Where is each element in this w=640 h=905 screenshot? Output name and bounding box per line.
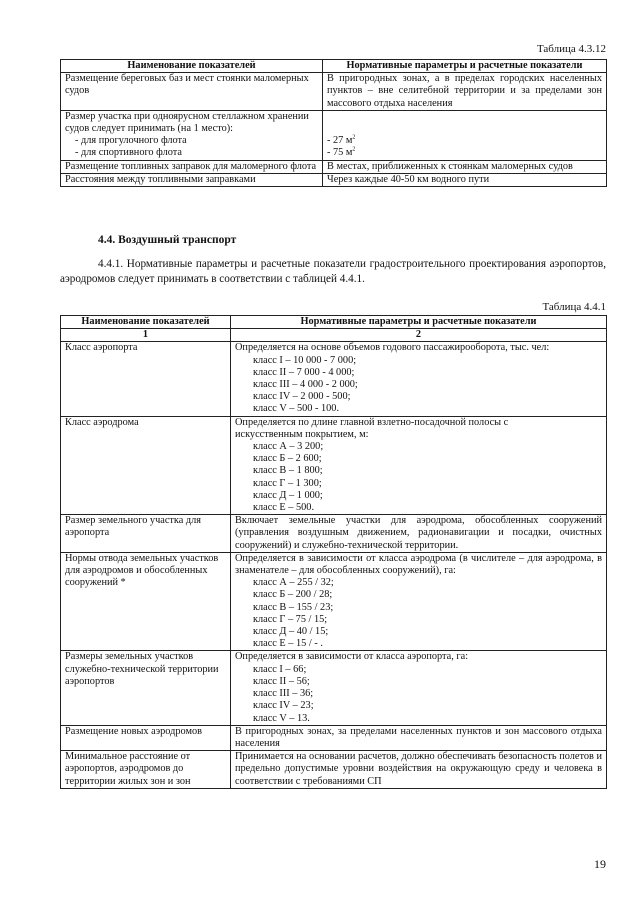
row-value: Через каждые 40-50 км водного пути xyxy=(323,173,607,186)
row-value: Определяется по длине главной взлетно-посадочной полосы с искусственным покрытием, м: класс А – 3 200; класс Б – 2 600; класс В – 1 800; класс Г – 1 300; класс Д – 1 000; класс Е – 500. xyxy=(231,416,607,515)
row-value: Принимается на основании расчетов, должно обеспечивать безопасность полетов и предельно допустимые уровни воздействия на окружающую среду и человека в соответствии с требованиями СП xyxy=(231,751,607,789)
row-name: Класс аэродрома xyxy=(61,416,231,515)
table-row xyxy=(61,73,607,111)
row-name: Минимальное расстояние от аэропортов, аэродромов до территории жилых зон и зон xyxy=(61,751,231,789)
table-row xyxy=(61,173,607,186)
column-number: 2 xyxy=(231,329,607,342)
table-row xyxy=(61,751,607,789)
column-number: 1 xyxy=(61,329,231,342)
table-caption-4-4-1: Таблица 4.4.1 xyxy=(542,301,606,313)
row-value: Определяется на основе объемов годового пассажирооборота, тыс. чел: класс I – 10 000 - 7 000; класс II – 7 000 - 4 000; класс III – 4 000 - 2 000; класс IV – 2 000 - 500; класс V – 500 - 100. xyxy=(231,342,607,416)
header-params: Нормативные параметры и расчетные показатели xyxy=(323,60,607,73)
table-row xyxy=(61,342,607,416)
row-value: Определяется в зависимости от класса аэродрома (в числителе – для аэродрома, в знаменателе – для обособленных сооружений), га: класс А – 255 / 32; класс Б – 200 / 28; класс В – 155 / 23; класс Г – 75 / 15; класс Д – 40 / 15; класс Е – 15 / - . xyxy=(231,552,607,651)
header-names: Наименование показателей xyxy=(61,60,323,73)
table-4-4-1 xyxy=(60,315,607,789)
table-row xyxy=(61,651,607,725)
row-name: Класс аэропорта xyxy=(61,342,231,416)
row-value: - 27 $м^2$ - 75 $м^2$ xyxy=(323,110,607,160)
column-number-row xyxy=(61,329,607,342)
row-name: Размер земельного участка для аэропорта xyxy=(61,515,231,553)
table-row xyxy=(61,725,607,750)
table-4-3-12 xyxy=(60,59,607,187)
table-row xyxy=(61,552,607,651)
row-value: Включает земельные участки для аэродрома, обособленных сооружений (управления воздушным движением, радионавигации и посадки, очистных сооружений) и служебно-технической территории. xyxy=(231,515,607,553)
table-row xyxy=(61,515,607,553)
row-name: Размер участка при одноярусном стеллажном хранении судов следует принимать (на 1 место): - для прогулочного флота - для спортивного флота xyxy=(61,110,323,160)
page-number: 19 xyxy=(594,857,606,871)
table-row xyxy=(61,160,607,173)
row-name: Нормы отвода земельных участков для аэродромов и обособленных сооружений * xyxy=(61,552,231,651)
row-name: Расстояния между топливными заправками xyxy=(61,173,323,186)
row-name: Размещение новых аэродромов xyxy=(61,725,231,750)
row-name: Размещение береговых баз и мест стоянки маломерных судов xyxy=(61,73,323,111)
row-name: Размеры земельных участков служебно-технической территории аэропортов xyxy=(61,651,231,725)
table-row xyxy=(61,110,607,160)
table-row xyxy=(61,416,607,515)
header-names: Наименование показателей xyxy=(61,316,231,329)
row-name: Размещение топливных заправок для маломерного флота xyxy=(61,160,323,173)
table-header-row xyxy=(61,60,607,73)
section-title: 4.4. Воздушный транспорт xyxy=(98,234,237,246)
header-params: Нормативные параметры и расчетные показатели xyxy=(231,316,607,329)
section-paragraph: 4.4.1. Нормативные параметры и расчетные показатели градостроительного проектирования аэропортов, аэродромов следует принимать в соответствии с таблицей 4.4.1. xyxy=(60,258,606,285)
row-value: В местах, приближенных к стоянкам маломерных судов xyxy=(323,160,607,173)
row-value: В пригородных зонах, а в пределах городских населенных пунктов – вне селитебной территории и за пределами зон массового отдыха населения xyxy=(323,73,607,111)
row-value: Определяется в зависимости от класса аэропорта, га: класс I – 66; класс II – 56; класс III – 36; класс IV – 23; класс V – 13. xyxy=(231,651,607,725)
table-caption-4-3-12: Таблица 4.3.12 xyxy=(536,43,606,55)
table-header-row xyxy=(61,316,607,329)
row-value: В пригородных зонах, за пределами населенных пунктов и зон массового отдыха населения xyxy=(231,725,607,750)
